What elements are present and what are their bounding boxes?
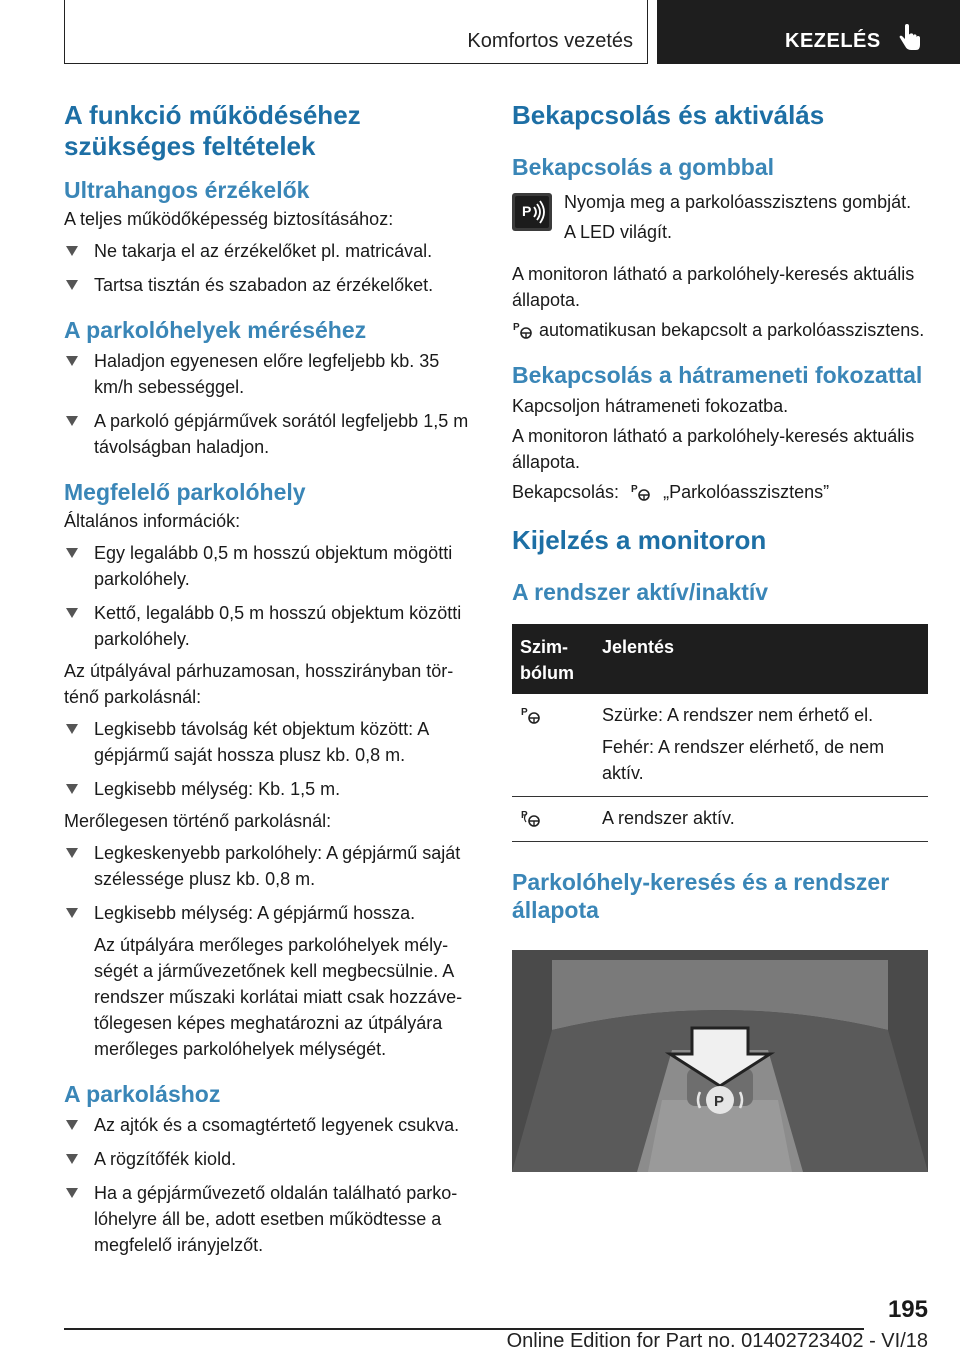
heading-suitable-space: Megfelelő parkolóhely xyxy=(64,479,306,505)
paragraph: Kapcsoljon hátrameneti fokozatba. xyxy=(512,396,789,416)
paragraph: A LED világít. xyxy=(564,222,673,242)
table-cell-symbol xyxy=(512,797,594,842)
svg-text:P: P xyxy=(521,707,528,718)
bullet-list xyxy=(64,1112,478,1258)
list-item: Ne takarja el az érzékelőket pl. matricával. xyxy=(64,238,478,264)
triangle-bullet-icon xyxy=(66,1188,78,1198)
page-header xyxy=(0,0,960,66)
svg-text:P: P xyxy=(513,322,520,333)
bullet-list xyxy=(64,716,478,802)
paragraph: Merőlegesen történő parkolásnál: xyxy=(64,811,332,831)
table-row xyxy=(512,797,928,842)
list-item: Ha a gépjárművezető oldalán található parkolóhelyre áll be, adott esetben működtesse a megfelelő irányjelzőt. xyxy=(64,1180,478,1258)
note-paragraph: Az útpályára merőleges parkolóhelyek mélységét a járművezetőnek kell megbecsülnie. A rendszer műszaki korlátai miatt csak hozzávetőlegesen képes meghatározni az útpályára merőleges parkolóhelyek mélységét. xyxy=(94,935,463,1059)
right-column xyxy=(512,100,928,1172)
triangle-bullet-icon xyxy=(66,280,78,290)
svg-text:P: P xyxy=(522,203,532,219)
paragraph: P automatikusan bekapcsolt a parkolóasszisztens. xyxy=(513,320,925,340)
button-instruction xyxy=(512,189,928,249)
triangle-bullet-icon xyxy=(66,1120,78,1130)
heading-space-measuring: A parkolóhelyek méréséhez xyxy=(64,317,367,343)
table-cell-meaning: A rendszer aktív. xyxy=(594,797,928,842)
list-item: Legkeskenyebb parkolóhely: A gépjármű saját szélessége plusz kb. 0,8 m. xyxy=(64,840,478,892)
triangle-bullet-icon xyxy=(66,548,78,558)
table-cell-meaning: Szürke: A rendszer nem érhető el. Fehér: A rendszer elérhető, de nem aktív. xyxy=(594,694,928,797)
left-column xyxy=(64,100,478,1258)
heading-via-button: Bekapcsolás a gombbal xyxy=(512,154,775,180)
heading-system-status: A rendszer aktív/inaktív xyxy=(512,579,769,605)
section-title-switching-on: Bekapcsolás és aktiválás xyxy=(512,100,825,130)
hand-pointer-icon xyxy=(897,24,923,52)
triangle-bullet-icon xyxy=(66,608,78,618)
table-cell-symbol xyxy=(512,694,594,797)
list-item: Kettő, legalább 0,5 m hosszú objektum közötti parkolóhely. xyxy=(64,600,478,652)
section-title: Komfortos vezetés xyxy=(467,30,633,52)
page-title: A funkció működéséhez szükséges feltételek xyxy=(64,100,361,161)
heading-via-reverse-gear: Bekapcsolás a hátrameneti fokozattal xyxy=(512,362,923,388)
svg-text:P: P xyxy=(521,810,528,821)
list-item: A rögzítőfék kiold. xyxy=(64,1146,478,1172)
list-item: Legkisebb mélység: A gépjármű hossza. xyxy=(64,900,478,926)
section-title-display: Kijelzés a monitoron xyxy=(512,525,767,555)
chapter-title: KEZELÉS xyxy=(785,30,881,52)
table-header-row xyxy=(512,624,928,694)
bullet-list xyxy=(64,238,478,298)
table-header-meaning: Jelentés xyxy=(594,624,928,694)
page-number: 195 xyxy=(887,1296,928,1323)
park-assist-symbol-icon xyxy=(520,703,542,725)
svg-text:P: P xyxy=(714,1093,725,1110)
symbol-table xyxy=(512,624,928,842)
park-assist-button-icon xyxy=(512,193,552,231)
triangle-bullet-icon xyxy=(66,848,78,858)
paragraph: Az útpályával párhuzamosan, hosszirányban történő parkolásnál: xyxy=(64,661,454,707)
bullet-list xyxy=(64,540,478,652)
paragraph: Nyomja meg a parkolóasszisztens gombját. xyxy=(564,192,912,212)
triangle-bullet-icon xyxy=(66,1154,78,1164)
paragraph: A monitoron látható a parkolóhely-keresés aktuális állapota. xyxy=(512,426,915,472)
triangle-bullet-icon xyxy=(66,246,78,256)
table-header-symbol: Szimbólum xyxy=(512,624,594,694)
svg-text:P: P xyxy=(631,484,638,495)
section-tab xyxy=(64,0,648,64)
paragraph: Általános információk: xyxy=(64,511,241,531)
list-item: A parkoló gépjárművek sorától legfeljebb 1,5 m távolságban haladjon. xyxy=(64,408,478,460)
list-item: Haladjon egyenesen előre legfeljebb kb. 35 km/h sebességgel. xyxy=(64,348,478,400)
list-item: Legkisebb mélység: Kb. 1,5 m. xyxy=(64,776,478,802)
park-assist-symbol-icon xyxy=(630,480,652,502)
heading-ultrasonic-sensors: Ultrahangos érzékelők xyxy=(64,177,310,203)
triangle-bullet-icon xyxy=(66,908,78,918)
triangle-bullet-icon xyxy=(66,416,78,426)
paragraph: A teljes működőképesség biztosításához: xyxy=(64,209,394,229)
paragraph: Bekapcsolás: P „Parkolóasszisztens” xyxy=(512,482,830,502)
triangle-bullet-icon xyxy=(66,356,78,366)
list-item: Az ajtók és a csomagtértető legyenek csukva. xyxy=(64,1112,478,1138)
paragraph: A monitoron látható a parkolóhely-keresés aktuális állapota. xyxy=(512,264,915,310)
triangle-bullet-icon xyxy=(66,784,78,794)
park-assist-active-icon xyxy=(520,806,542,828)
bullet-list xyxy=(64,348,478,460)
table-row xyxy=(512,694,928,797)
edition-note: Online Edition for Part no. 01402723402 - VI/18 xyxy=(506,1330,928,1352)
heading-search-status: Parkolóhely-keresés és a rendszer állapota xyxy=(512,869,890,923)
list-item: Egy legalább 0,5 m hosszú objektum mögötti parkolóhely. xyxy=(64,540,478,592)
heading-parking: A parkoláshoz xyxy=(64,1081,221,1107)
list-item: Tartsa tisztán és szabadon az érzékelőket. xyxy=(64,272,478,298)
triangle-bullet-icon xyxy=(66,724,78,734)
chapter-tab xyxy=(657,0,960,64)
bullet-list xyxy=(64,840,478,926)
park-assist-symbol-icon xyxy=(512,318,534,340)
parking-search-illustration xyxy=(512,950,928,1172)
list-item: Legkisebb távolság két objektum között: A gépjármű saját hossza plusz kb. 0,8 m. xyxy=(64,716,478,768)
